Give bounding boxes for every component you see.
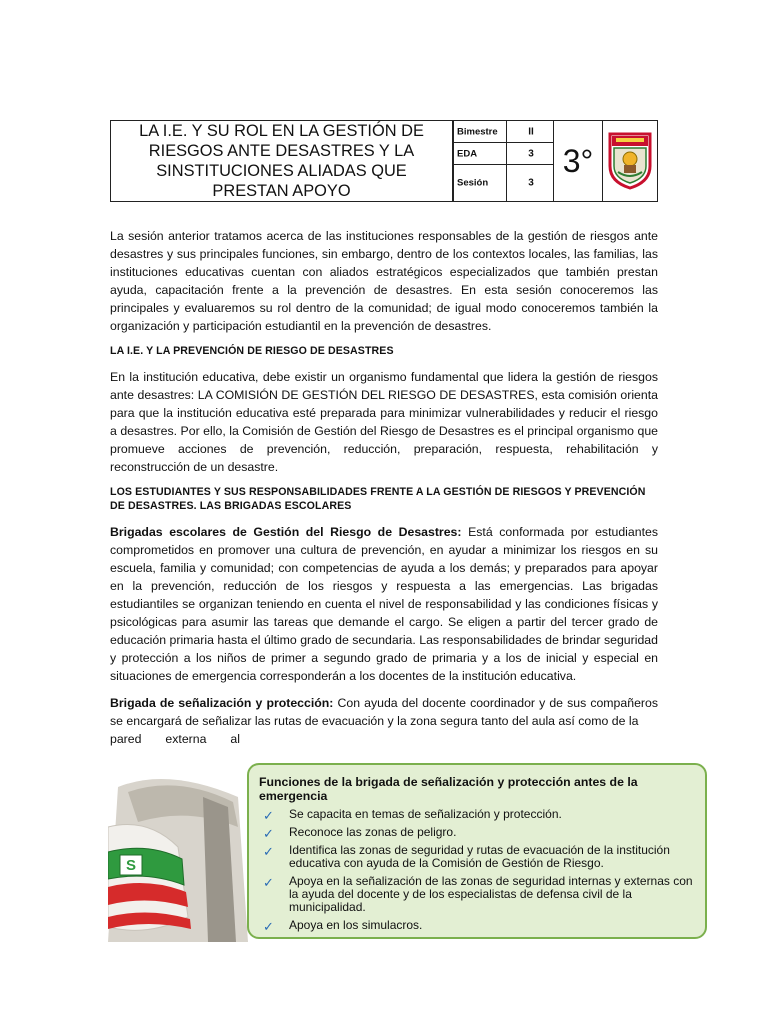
list-item (259, 875, 695, 914)
school-crest-icon (603, 121, 657, 201)
meta-bimestre (454, 121, 553, 143)
armband-letter: S (125, 857, 137, 874)
section-heading: LOS ESTUDIANTES Y SUS RESPONSABILIDADES FRENTE A LA GESTIÓN DE RIESGOS Y PREVENCIÓN DE DESASTRES. LAS BRIGADAS ESCOLARES (110, 486, 646, 512)
meta-value: II (528, 126, 534, 137)
meta-label: Bimestre (457, 126, 498, 137)
list-item-text: Apoya en la señalización de las zonas de seguridad internas y externas con la ayuda del docente y de los especialistas de defensa civil de la municipalidad. (289, 874, 693, 914)
paragraph (110, 694, 658, 730)
check-icon: ✓ (263, 826, 274, 841)
word: pared (110, 732, 142, 746)
intro-paragraph: La sesión anterior tratamos acerca de las instituciones responsables de la gestión de riesgos ante desastres y sus principales funciones, sin embargo, dentro de los contextos locales, las familias, las instituciones educativas cuentan con aliados estratégicos especializados que también prestan ayuda, capacitación frente a la prevención de desastres. En esta sesión conoceremos las principales y evaluaremos su rol dentro de la comunidad; de igual modo conoceremos también la organización y participación estudiantil en la prevención de desastres. (110, 229, 658, 333)
check-icon: ✓ (263, 844, 274, 859)
paragraph-text: Con ayuda del docente coordinador y de sus compañeros se encargará de señalizar las rutas de evacuación y la zona segura tanto del aula así como de la (110, 696, 658, 728)
list-item (259, 826, 695, 839)
term-label: Brigada de señalización y protección: (110, 696, 334, 710)
meta-value: 3 (528, 177, 534, 189)
main-content (110, 227, 658, 748)
check-icon: ✓ (263, 808, 274, 823)
list-item (259, 919, 695, 932)
section-heading: LA I.E. Y LA PREVENCIÓN DE RIESGO DE DESASTRES (110, 345, 394, 357)
brigade-member-illustration (108, 767, 248, 942)
paragraph-text: Está conformada por estudiantes comprometidos en promover una cultura de prevención, en ayudar a minimizar los riesgos en su escuela, familia y comunidad; con competencias de ayuda a los demás; y preparados para apoyar en la prevención, reducción de los riesgos y respuesta a las emergencias. Las brigadas estudiantiles se organizan teniendo en cuenta el nivel de responsabilidad y las condiciones físicas y psicológicas para asumir las tareas que demande el cargo. Se eligen a partir del tercer grado de educación primaria hasta el último grado de secundaria. Las responsabilidades de brindar seguridad y protección a los niños de primer a segundo grado de primaria y a los de inicial y especial en situaciones de emergencia corresponderán a los docentes de la institución educativa. (110, 525, 658, 683)
paragraph (110, 523, 658, 685)
functions-list (259, 808, 695, 932)
header-table (110, 120, 658, 202)
list-item-text: Identifica las zonas de seguridad y rutas de evacuación de la institución educativa con ayuda de la Comisión de Gestión de Riesgo. (289, 843, 670, 870)
list-item-text: Apoya en los simulacros. (289, 918, 423, 932)
meta-eda (454, 143, 553, 165)
grade-label: 3° (553, 121, 603, 201)
list-item-text: Reconoce las zonas de peligro. (289, 825, 457, 839)
meta-sesion (454, 165, 553, 201)
meta-label: Sesión (457, 177, 489, 189)
paragraph: En la institución educativa, debe existir un organismo fundamental que lidera la gestión de riesgos ante desastres: LA COMISIÓN DE GESTIÓN DEL RIESGO DE DESASTRES, esta comisión orienta para que la institución educativa esté preparada para minimizar vulnerabilidades y reducir el riesgo a desastres. Por ello, la Comisión de Gestión del Riesgo de Desastres es el principal organismo que promueve acciones de prevención, reducción, preparación, respuesta, rehabilitación y reconstrucción de un desastre. (110, 370, 658, 474)
word: externa (165, 732, 207, 746)
paragraph-last-line (110, 730, 240, 748)
list-item-text: Se capacita en temas de señalización y protección. (289, 807, 562, 821)
term-label: Brigadas escolares de Gestión del Riesgo de Desastres: (110, 525, 462, 539)
word: al (230, 732, 240, 746)
list-item (259, 844, 695, 870)
meta-label: EDA (457, 148, 478, 159)
functions-box-title: Funciones de la brigada de señalización y protección antes de la emergencia (259, 775, 638, 803)
functions-box (247, 763, 707, 939)
list-item (259, 808, 695, 821)
document-title: LA I.E. Y SU ROL EN LA GESTIÓN DE RIESGOS ANTE DESASTRES Y LA SINSTITUCIONES ALIADAS QUE PRESTAN APOYO (111, 121, 454, 201)
check-icon: ✓ (263, 875, 274, 890)
check-icon: ✓ (263, 919, 274, 934)
meta-value: 3 (528, 148, 534, 159)
